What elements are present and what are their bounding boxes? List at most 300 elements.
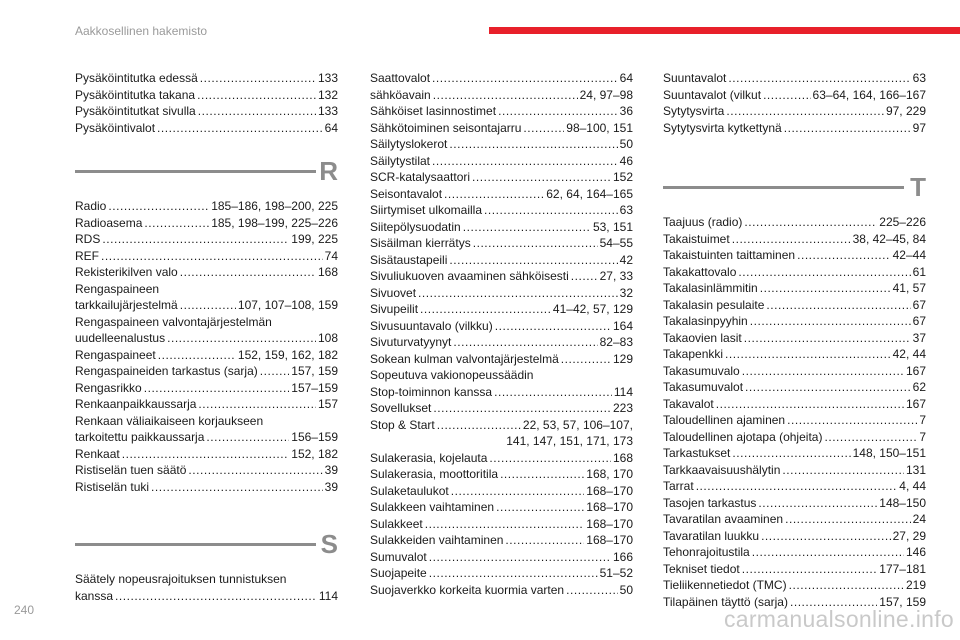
- index-entry: [370, 103, 633, 120]
- index-entry: [75, 462, 338, 479]
- leader-dots: [157, 120, 323, 137]
- index-entry: [75, 347, 338, 364]
- index-entry: [370, 235, 633, 252]
- section-letter-r: R: [319, 156, 338, 186]
- leader-dots: [472, 169, 611, 186]
- entry-label: REF: [75, 248, 99, 263]
- index-entry: [663, 346, 926, 363]
- entry-pages: 22, 53, 57, 106–107,: [522, 417, 633, 432]
- leader-dots: [444, 186, 544, 203]
- entry-pages: 64: [619, 71, 633, 85]
- entry-pages: 67: [912, 314, 926, 328]
- section-letter-t: T: [910, 172, 926, 202]
- entry-label: Taajuus (radio): [663, 215, 743, 229]
- index-entry: [75, 446, 338, 463]
- index-entry: [370, 252, 633, 269]
- entry-label: Sytytysvirta kytkettynä: [663, 120, 782, 135]
- leader-dots: [716, 396, 904, 413]
- leader-dots: [789, 577, 904, 594]
- entry-label-line: Rengaspaineen valvontajärjestelmän: [75, 314, 272, 329]
- leader-dots: [742, 363, 904, 380]
- leader-dots: [738, 264, 910, 281]
- entry-pages: 148–150: [879, 495, 926, 510]
- entry-label: Taloudellinen ajaminen: [663, 413, 786, 427]
- entry-label: Sulakerasia, moottoritila: [370, 467, 499, 481]
- entry-pages: 39: [324, 463, 338, 477]
- leader-dots: [744, 214, 877, 231]
- leader-dots: [151, 479, 323, 496]
- index-entry: [663, 280, 926, 297]
- leader-dots: [784, 120, 911, 137]
- entry-label: Rengaspaineet: [75, 347, 156, 362]
- entry-label-line: Sopeutuva vakionopeussäädin: [370, 368, 534, 382]
- entry-pages: 63: [619, 203, 633, 217]
- entry-label: Suuntavalot: [663, 71, 727, 85]
- entry-pages: 168–170: [586, 483, 633, 498]
- index-entry: [75, 70, 338, 87]
- entry-label: Tasojen tarkastus: [663, 495, 757, 510]
- entry-label: Sivuliukuoven avaaminen sähköisesti: [370, 269, 569, 283]
- leader-dots: [463, 219, 591, 236]
- entry-label: Takalasinlämmitin: [663, 281, 758, 295]
- entry-label: Takalasin pesulaite: [663, 297, 765, 312]
- leader-dots: [433, 87, 578, 104]
- entry-label: Tavaratilan luukku: [663, 528, 760, 543]
- entry-pages: 133: [317, 104, 338, 118]
- index-entry: [370, 87, 633, 104]
- index-entry: [75, 363, 338, 380]
- entry-label: SCR-katalysaattori: [370, 170, 471, 184]
- page-header-title: Aakkosellinen hakemisto: [75, 24, 208, 38]
- index-entry: [370, 384, 633, 401]
- index-entry: [370, 136, 633, 153]
- leader-dots: [180, 264, 316, 281]
- entry-pages: 39: [324, 479, 338, 494]
- entry-label: Ristiselän tuki: [75, 479, 150, 494]
- entry-pages: 168, 170: [586, 467, 633, 481]
- leader-dots: [744, 330, 911, 347]
- index-entry: [370, 285, 633, 302]
- leader-dots: [432, 153, 618, 170]
- entry-pages: 97: [912, 120, 926, 135]
- entry-pages: 7: [919, 429, 926, 444]
- entry-label: Takalasinpyyhin: [663, 314, 748, 328]
- leader-dots: [429, 549, 611, 566]
- entry-label-line: Renkaan väliaikaiseen korjaukseen: [75, 413, 264, 428]
- entry-label: Sähköiset lasinnostimet: [370, 104, 497, 118]
- index-entry: [663, 445, 926, 462]
- index-entry: [663, 412, 926, 429]
- entry-label: Takakattovalo: [663, 264, 737, 279]
- section-letter-s: S: [320, 529, 338, 559]
- leader-dots: [198, 396, 316, 413]
- index-entry: [75, 479, 338, 496]
- entry-pages: 38, 42–45, 84: [852, 231, 926, 246]
- index-entry: [370, 268, 633, 285]
- leader-dots: [418, 285, 618, 302]
- entry-label: Pysäköintitutkat sivulla: [75, 104, 196, 118]
- entry-pages: 129: [612, 351, 633, 366]
- entry-pages: 133: [317, 71, 338, 85]
- entry-pages: 50: [619, 137, 633, 151]
- entry-label: Siitepölysuodatin: [370, 219, 461, 234]
- leader-dots: [566, 582, 618, 599]
- leader-dots: [429, 565, 598, 582]
- entry-label: Renkaanpaikkaussarja: [75, 397, 197, 411]
- leader-dots: [725, 346, 891, 363]
- index-entry: [663, 462, 926, 479]
- entry-label: Siirtymiset ulkomailla: [370, 203, 483, 217]
- col1-top-list: [75, 70, 338, 136]
- section-t-list: [663, 214, 926, 610]
- leader-dots: [726, 103, 884, 120]
- entry-pages: 42: [619, 252, 633, 267]
- leader-dots: [760, 280, 891, 297]
- entry-pages: 156–159: [291, 430, 338, 444]
- entry-pages: 157: [317, 397, 338, 411]
- index-entry: [370, 450, 633, 467]
- entry-label: kanssa: [75, 588, 114, 603]
- col2-list: [370, 70, 633, 598]
- index-entry: [370, 466, 633, 483]
- entry-label: Tehonrajoitustila: [663, 545, 750, 559]
- leader-dots: [752, 544, 904, 561]
- entry-pages: 67: [912, 297, 926, 312]
- section-rule: [75, 543, 316, 546]
- entry-label: Rekisterikilven valo: [75, 265, 178, 279]
- index-entry: [370, 301, 633, 318]
- section-s-list: [75, 571, 338, 604]
- entry-pages: 24, 97–98: [579, 87, 633, 102]
- entry-pages: 37: [912, 330, 926, 345]
- index-entry: [75, 231, 338, 248]
- entry-label: Stop-toiminnon kanssa: [370, 384, 493, 399]
- index-entry: [370, 318, 633, 335]
- entry-label: Tarkkaavaisuushälytin: [663, 462, 781, 477]
- entry-label: Pysäköintitutka edessä: [75, 71, 198, 85]
- entry-pages: 167: [905, 363, 926, 378]
- index-column-2: [370, 70, 633, 598]
- entry-pages: 64: [324, 120, 338, 135]
- leader-dots: [437, 417, 521, 434]
- index-entry: [663, 214, 926, 231]
- entry-label: Sivuovet: [370, 285, 417, 300]
- leader-dots: [260, 363, 290, 380]
- entry-label: Sivuturvatyynyt: [370, 335, 452, 349]
- entry-label: Sulakkeiden vaihtaminen: [370, 533, 504, 547]
- index-entry: [663, 429, 926, 446]
- index-entry: [370, 400, 633, 417]
- entry-pages: 82–83: [599, 335, 633, 349]
- leader-dots: [144, 380, 290, 397]
- entry-pages: 27, 29: [892, 528, 926, 543]
- entry-pages: 168: [317, 265, 338, 279]
- entry-label: Sulakkeet: [370, 516, 423, 531]
- entry-label: Takaistuinten taittaminen: [663, 248, 796, 262]
- entry-label: Sulaketaulukot: [370, 483, 449, 498]
- entry-label: Sivupeilit: [370, 302, 419, 316]
- entry-pages: 157, 159: [879, 594, 926, 609]
- index-entry: [370, 483, 633, 500]
- entry-label: Suuntavalot (vilkut: [663, 87, 762, 102]
- index-entry: [75, 215, 338, 232]
- entry-label: Sähkötoiminen seisontajarru: [370, 120, 522, 135]
- leader-dots: [144, 215, 209, 232]
- index-entry: [663, 511, 926, 528]
- entry-pages: 7: [919, 413, 926, 427]
- section-r-list: [75, 198, 338, 495]
- index-entry: [663, 396, 926, 413]
- entry-label: Suojaverkko korkeita kuormia varten: [370, 582, 565, 597]
- index-column-3: [663, 70, 926, 610]
- leader-dots: [797, 247, 891, 264]
- index-entry: [663, 363, 926, 380]
- index-entry: [75, 396, 338, 413]
- entry-pages: 63: [912, 71, 926, 85]
- index-entry: [370, 417, 633, 434]
- entry-pages: 114: [318, 588, 338, 603]
- entry-label: Pysäköintitutka takana: [75, 87, 196, 102]
- entry-pages: 114: [613, 384, 633, 399]
- index-entry: [663, 528, 926, 545]
- entry-label: Säilytystilat: [370, 153, 431, 168]
- entry-label: Tieliikennetiedot (TMC): [663, 578, 787, 592]
- entry-pages: 61: [912, 264, 926, 279]
- index-entry: [75, 297, 338, 314]
- entry-pages: 4, 44: [899, 479, 926, 493]
- leader-dots: [158, 347, 236, 364]
- entry-label: Tarkastukset: [663, 446, 731, 460]
- index-entry: [75, 87, 338, 104]
- entry-label: Takaovien lasit: [663, 330, 742, 345]
- leader-dots: [188, 462, 322, 479]
- entry-label: Takasumuvalo: [663, 363, 740, 378]
- entry-pages: 74: [324, 248, 338, 263]
- section-rule: [663, 186, 904, 189]
- section-header-r: [75, 156, 338, 190]
- entry-label: Rengasrikko: [75, 380, 142, 395]
- entry-pages: 41, 57: [892, 281, 926, 295]
- entry-pages: 51–52: [599, 566, 633, 580]
- index-entry: [75, 588, 338, 605]
- entry-pages: 50: [619, 582, 633, 597]
- index-entry: [663, 297, 926, 314]
- index-entry: [663, 103, 926, 120]
- index-entry: [370, 499, 633, 516]
- entry-pages: 225–226: [879, 215, 926, 229]
- entry-pages: 41–42, 57, 129: [552, 302, 633, 316]
- entry-pages: 27, 33: [599, 269, 633, 283]
- entry-pages: 97, 229: [885, 104, 926, 118]
- entry-label: Takaistuimet: [663, 231, 730, 246]
- index-entry: [663, 544, 926, 561]
- index-entry: [370, 70, 633, 87]
- entry-pages-continued: 141, 147, 151, 171, 173: [506, 434, 633, 448]
- entry-pages: 168–170: [586, 533, 633, 547]
- entry-label: Sumuvalot: [370, 549, 427, 564]
- index-entry: [75, 120, 338, 137]
- leader-dots: [745, 379, 911, 396]
- leader-dots: [122, 446, 290, 463]
- index-entry: [75, 103, 338, 120]
- leader-dots: [766, 297, 910, 314]
- entry-label: Renkaat: [75, 446, 120, 461]
- entry-label: Takavalot: [663, 396, 714, 411]
- leader-dots: [732, 231, 851, 248]
- leader-dots: [494, 384, 612, 401]
- entry-pages: 98–100, 151: [566, 120, 633, 135]
- leader-dots: [449, 252, 617, 269]
- index-entry: [370, 565, 633, 582]
- entry-label: Sulakerasia, kojelauta: [370, 450, 488, 465]
- leader-dots: [732, 445, 850, 462]
- leader-dots: [432, 70, 618, 87]
- index-entry: [370, 334, 633, 351]
- entry-label: Ristiselän tuen säätö: [75, 463, 187, 477]
- index-entry: [75, 248, 338, 265]
- index-entry: [370, 120, 633, 137]
- entry-pages: 157, 159: [291, 364, 338, 378]
- leader-dots: [108, 198, 209, 215]
- section-header-s: [75, 529, 338, 563]
- entry-pages: 131: [905, 462, 926, 477]
- entry-pages: 185–186, 198–200, 225: [211, 199, 338, 213]
- entry-pages: 152: [612, 170, 633, 184]
- entry-pages: 168–170: [586, 516, 633, 531]
- index-entry: [75, 198, 338, 215]
- leader-dots: [451, 483, 585, 500]
- entry-pages: 146: [905, 545, 926, 559]
- leader-dots: [420, 301, 551, 318]
- entry-label-line: Säätely nopeusrajoituksen tunnistuksen: [75, 572, 287, 586]
- leader-dots: [571, 268, 598, 285]
- entry-pages: 164: [612, 318, 633, 333]
- entry-pages: 199, 225: [291, 232, 338, 246]
- leader-dots: [101, 248, 323, 265]
- entry-pages: 24: [912, 512, 926, 526]
- entry-pages: 32: [619, 285, 633, 300]
- entry-pages: 152, 182: [291, 446, 338, 461]
- index-entry: [370, 186, 633, 203]
- entry-label: Sisätaustapeili: [370, 252, 448, 267]
- page-number: 240: [14, 603, 35, 617]
- entry-label: Takasumuvalot: [663, 380, 744, 394]
- index-entry: [75, 264, 338, 281]
- index-entry: [663, 70, 926, 87]
- entry-label: uudelleenalustus: [75, 331, 166, 345]
- entry-pages: 63–64, 164, 166–167: [812, 87, 926, 102]
- index-entry: [370, 351, 633, 368]
- index-entry: [370, 582, 633, 599]
- entry-pages: 177–181: [879, 561, 926, 576]
- index-entry: [75, 429, 338, 446]
- entry-pages: 132: [317, 87, 338, 102]
- leader-dots: [453, 334, 597, 351]
- entry-pages: 166: [612, 549, 633, 564]
- entry-pages: 46: [619, 153, 633, 168]
- leader-dots: [696, 478, 898, 495]
- index-entry: [370, 169, 633, 186]
- leader-dots: [728, 70, 910, 87]
- index-entry: [663, 495, 926, 512]
- index-entry: [663, 478, 926, 495]
- entry-label: Tavaratilan avaaminen: [663, 512, 784, 526]
- entry-label-line: Rengaspaineen: [75, 281, 160, 296]
- index-entry: [370, 549, 633, 566]
- leader-dots: [561, 351, 611, 368]
- leader-dots: [167, 330, 316, 347]
- entry-label: Takapenkki: [663, 347, 724, 361]
- entry-label: Tekniset tiedot: [663, 561, 740, 576]
- entry-pages: 223: [612, 401, 633, 415]
- leader-dots: [763, 87, 810, 104]
- entry-pages: 42–44: [892, 248, 926, 262]
- entry-label: Sulakkeen vaihtaminen: [370, 500, 495, 514]
- entry-label: Saattovalot: [370, 71, 431, 85]
- index-entry: [370, 202, 633, 219]
- entry-pages: 53, 151: [592, 219, 633, 234]
- leader-dots: [484, 202, 618, 219]
- index-entry: [663, 247, 926, 264]
- entry-label: tarkoitettu paikkaussarja: [75, 430, 205, 444]
- entry-label: Suojapeite: [370, 566, 427, 580]
- index-entry: [370, 153, 633, 170]
- entry-label: Stop & Start: [370, 417, 435, 432]
- entry-pages: 185, 198–199, 225–226: [211, 215, 338, 230]
- leader-dots: [761, 528, 891, 545]
- index-entry: [663, 313, 926, 330]
- index-entry: [370, 532, 633, 549]
- leader-dots: [785, 511, 911, 528]
- section-header-t: [663, 172, 926, 206]
- entry-pages: 54–55: [599, 236, 633, 250]
- leader-dots: [498, 103, 618, 120]
- leader-dots: [758, 495, 877, 512]
- entry-label: Tarrat: [663, 479, 694, 493]
- entry-pages: 148, 150–151: [852, 446, 926, 460]
- leader-dots: [782, 462, 904, 479]
- section-rule: [75, 170, 316, 173]
- entry-label: Sovellukset: [370, 401, 432, 415]
- entry-pages: 167: [905, 396, 926, 411]
- entry-label: Tilapäinen täyttö (sarja): [663, 594, 788, 609]
- col3-top-list: [663, 70, 926, 136]
- leader-dots: [115, 588, 317, 605]
- index-entry: [370, 516, 633, 533]
- index-entry: [663, 577, 926, 594]
- index-entry: [370, 219, 633, 236]
- entry-pages: 36: [619, 104, 633, 118]
- leader-dots: [523, 120, 564, 137]
- entry-label: Sokean kulman valvontajärjestelmä: [370, 351, 559, 366]
- leader-dots: [505, 532, 584, 549]
- entry-label: Sisäilman kierrätys: [370, 236, 471, 250]
- entry-label: tarkkailujärjestelmä: [75, 298, 178, 312]
- index-entry: [663, 561, 926, 578]
- leader-dots: [500, 466, 584, 483]
- index-entry: [75, 380, 338, 397]
- entry-label: Sytytysvirta: [663, 104, 725, 118]
- index-entry: [663, 330, 926, 347]
- index-entry: [663, 87, 926, 104]
- entry-pages: 168–170: [586, 500, 633, 514]
- entry-pages: 107, 107–108, 159: [237, 298, 338, 312]
- leader-dots: [742, 561, 878, 578]
- leader-dots: [198, 103, 316, 120]
- entry-label: Seisontavalot: [370, 186, 443, 201]
- entry-label: Radio: [75, 199, 107, 213]
- leader-dots: [449, 136, 617, 153]
